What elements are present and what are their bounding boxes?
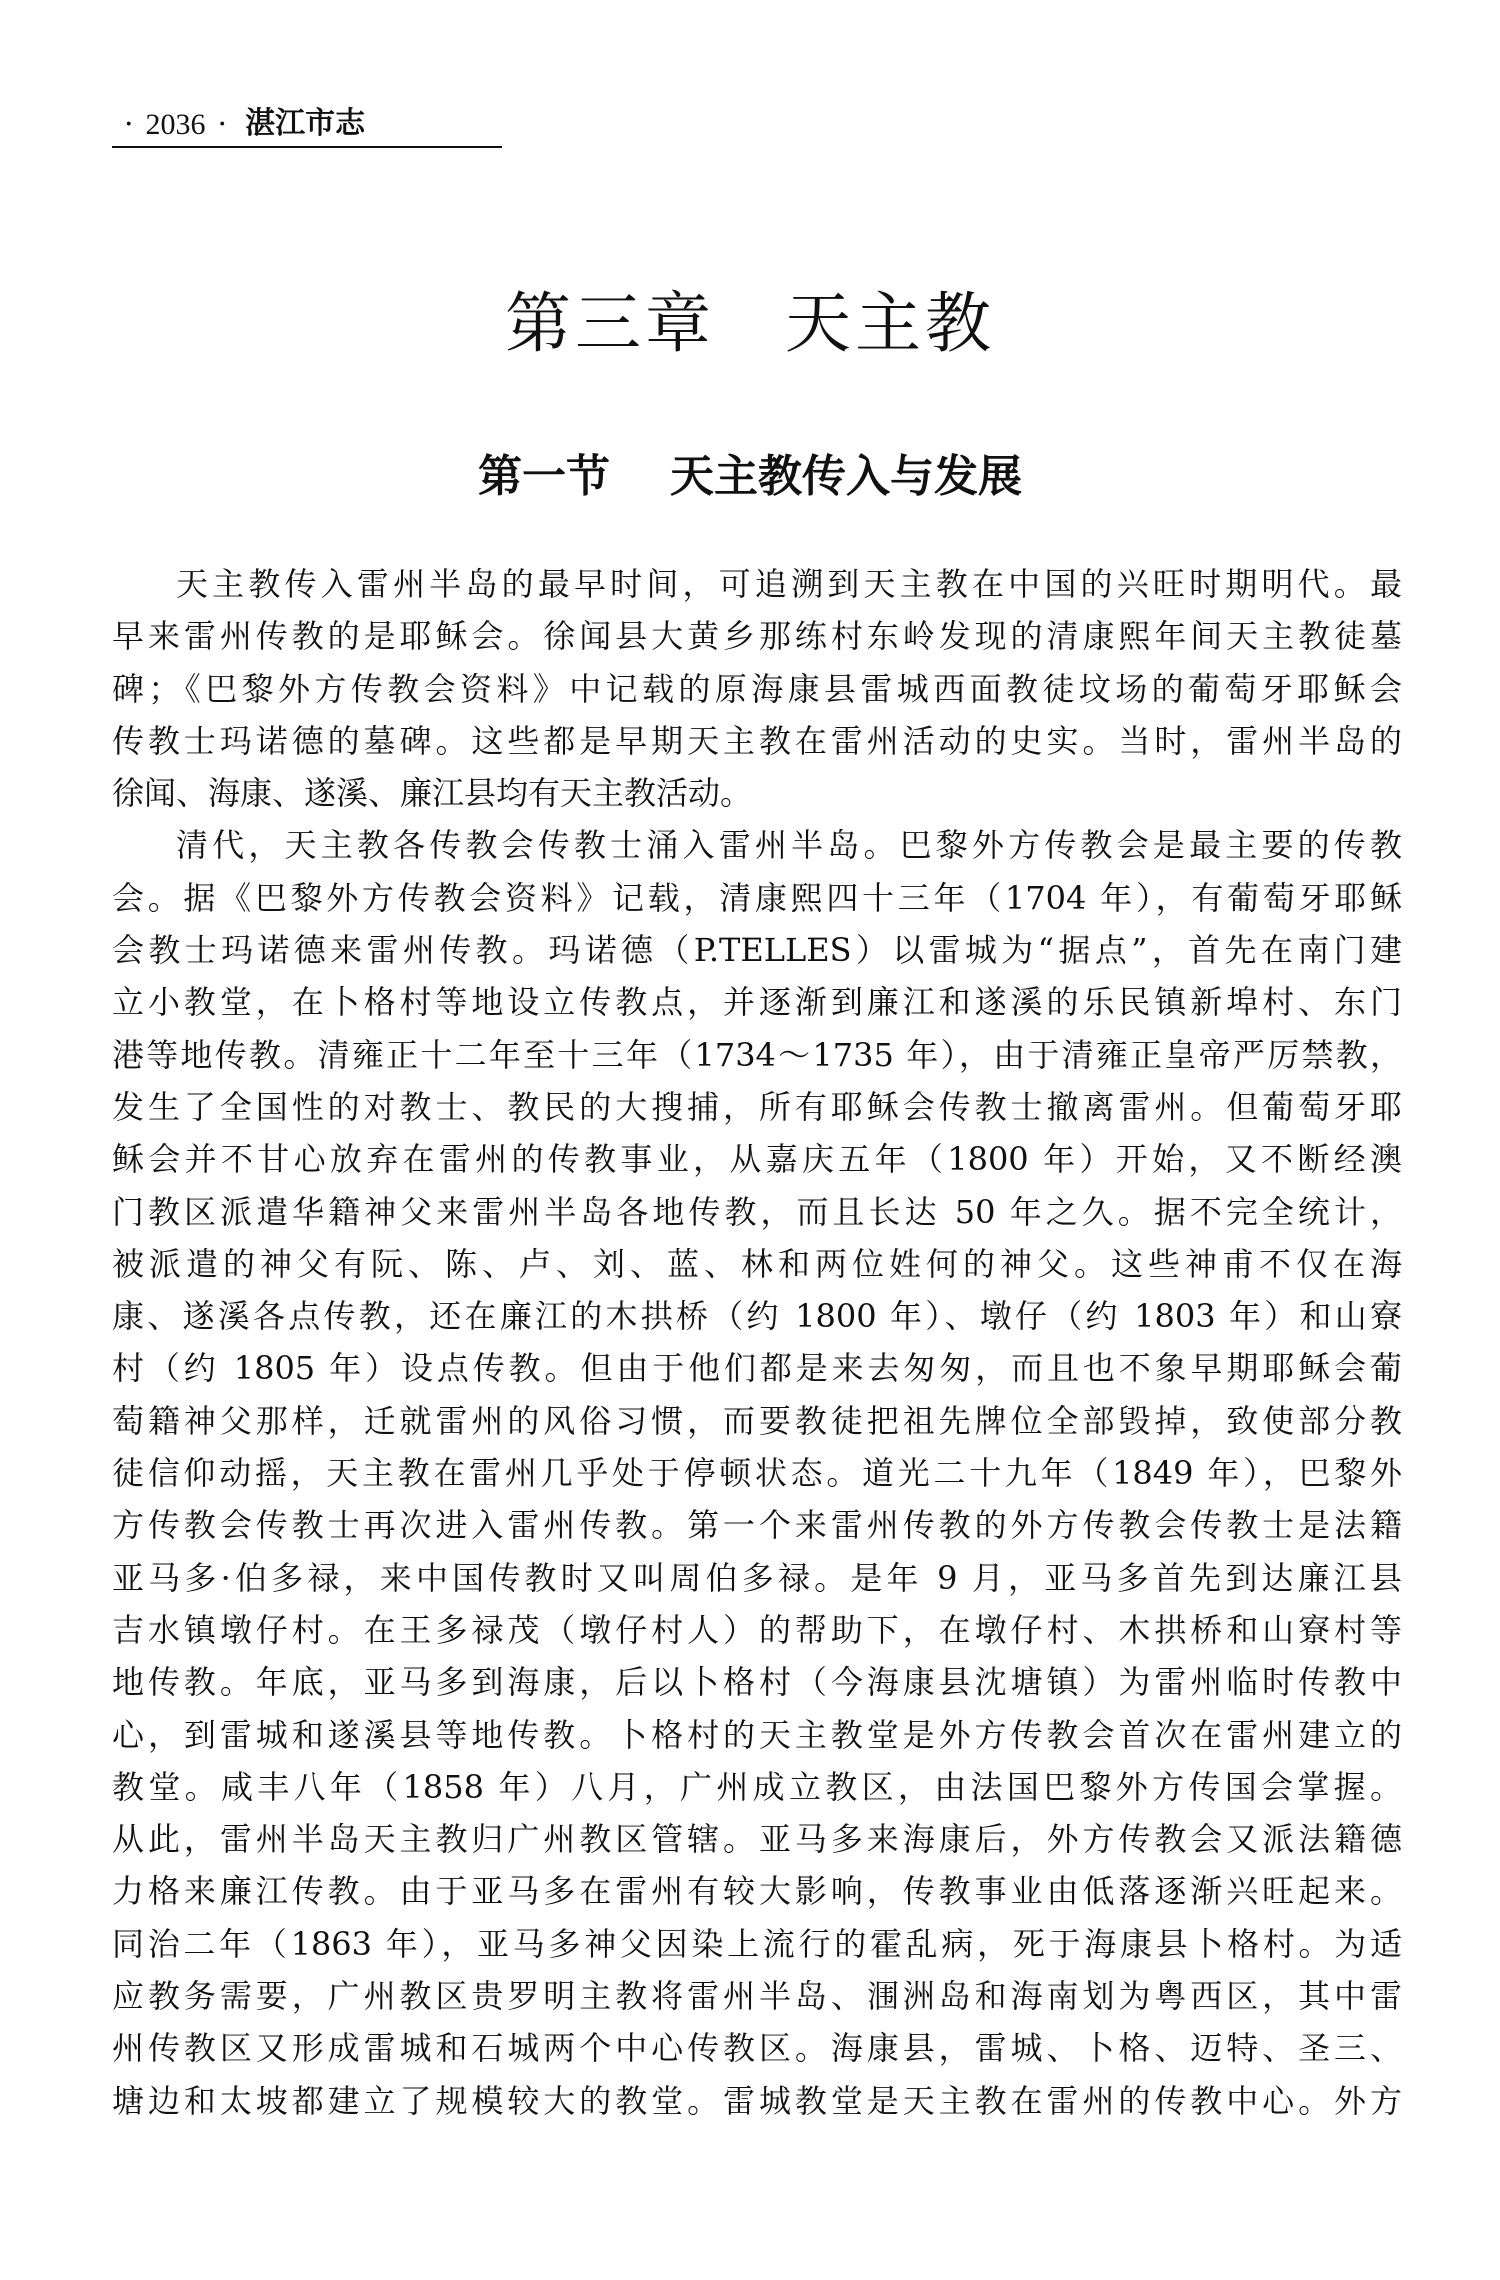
text-line: 康、遂溪各点传教，还在廉江的木拱桥（约 1800 年）、墩仔（约 1803 年）和山寮	[112, 1297, 1402, 1336]
text-line: 清代，天主教各传教会传教士涌入雷州半岛。巴黎外方传教会是最主要的传教	[176, 826, 1402, 865]
section-title	[0, 440, 1500, 504]
text-line: 天主教传入雷州半岛的最早时间，可追溯到天主教在中国的兴旺时期明代。最	[176, 565, 1402, 603]
text-line: 早来雷州传教的是耶稣会。徐闻县大黄乡那练村东岭发现的清康熙年间天主教徒墓	[112, 617, 1402, 656]
text-line: 会教士玛诺德来雷州传教。玛诺德（P.TELLES）以雷城为“据点”，首先在南门建	[112, 931, 1402, 970]
running-header	[112, 98, 502, 148]
text-line: 教堂。咸丰八年（1858 年）八月，广州成立教区，由法国巴黎外方传国会掌握。	[112, 1767, 1402, 1806]
text-line: 传教士玛诺德的墓碑。这些都是早期天主教在雷州活动的史实。当时，雷州半岛的	[112, 721, 1402, 760]
text-line: 萄籍神父那样，迁就雷州的风俗习惯，而要教徒把祖先牌位全部毁掉，致使部分教	[112, 1401, 1402, 1440]
text-line: 亚马多·伯多禄，来中国传教时又叫周伯多禄。是年 9 月，亚马多首先到达廉江县	[112, 1558, 1402, 1597]
header-dot-right: ·	[217, 107, 228, 142]
text-line: 同治二年（1863 年），亚马多神父因染上流行的霍乱病，死于海康县卜格村。为适	[112, 1924, 1402, 1963]
text-line: 吉水镇墩仔村。在王多禄茂（墩仔村人）的帮助下，在墩仔村、木拱桥和山寮村等	[112, 1610, 1402, 1649]
text-line: 稣会并不甘心放弃在雷州的传教事业，从嘉庆五年（1800 年）开始，又不断经澳	[112, 1140, 1402, 1179]
text-line: 州传教区又形成雷城和石城两个中心传教区。海康县，雷城、卜格、迈特、圣三、	[112, 2029, 1402, 2068]
section-name: 天主教传入与发展	[670, 451, 1022, 502]
text-line: 应教务需要，广州教区贵罗明主教将雷州半岛、涠洲岛和海南划为粤西区，其中雷	[112, 1977, 1402, 2016]
text-line: 从此，雷州半岛天主教归广州教区管辖。亚马多来海康后，外方传教会又派法籍德	[112, 1820, 1402, 1859]
text-line: 力格来廉江传教。由于亚马多在雷州有较大影响，传教事业由低落逐渐兴旺起来。	[112, 1872, 1402, 1911]
header-dot-left: ·	[124, 107, 134, 142]
text-line: 徐闻、海康、遂溪、廉江县均有天主教活动。	[112, 774, 753, 813]
text-line: 塘边和太坡都建立了规模较大的教堂。雷城教堂是天主教在雷州的传教中心。外方	[112, 2081, 1402, 2120]
page-number: 2036	[145, 108, 206, 141]
text-line: 碑；《巴黎外方传教会资料》中记载的原海康县雷城西面教徒坟场的葡萄牙耶稣会	[112, 669, 1402, 708]
text-line: 村（约 1805 年）设点传教。但由于他们都是来去匆匆，而且也不象早期耶稣会葡	[112, 1349, 1402, 1388]
text-line: 发生了全国性的对教士、教民的大搜捕，所有耶稣会传教士撤离雷州。但葡萄牙耶	[112, 1087, 1402, 1126]
text-line: 方传教会传教士再次进入雷州传教。第一个来雷州传教的外方传教会传教士是法籍	[112, 1506, 1402, 1545]
text-line: 心，到雷城和遂溪县等地传教。卜格村的天主教堂是外方传教会首次在雷州建立的	[112, 1715, 1402, 1754]
chapter-number: 第三章	[505, 285, 715, 362]
chapter-name: 天主教	[785, 285, 995, 362]
chapter-title	[0, 270, 1500, 365]
text-line: 地传教。年底，亚马多到海康，后以卜格村（今海康县沈塘镇）为雷州临时传教中	[112, 1663, 1402, 1702]
text-line: 徒信仰动摇，天主教在雷州几乎处于停顿状态。道光二十九年（1849 年），巴黎外	[112, 1454, 1402, 1493]
body-text	[112, 558, 1402, 2127]
section-number: 第一节	[478, 451, 610, 502]
text-line: 门教区派遣华籍神父来雷州半岛各地传教，而且长达 50 年之久。据不完全统计，	[112, 1192, 1402, 1231]
text-line: 立小教堂，在卜格村等地设立传教点，并逐渐到廉江和遂溪的乐民镇新埠村、东门	[112, 983, 1402, 1022]
text-line: 港等地传教。清雍正十二年至十三年（1734～1735 年），由于清雍正皇帝严厉禁教，	[112, 1035, 1402, 1074]
text-line: 被派遣的神父有阮、陈、卢、刘、蓝、林和两位姓何的神父。这些神甫不仅在海	[112, 1244, 1402, 1283]
book-title: 湛江市志	[245, 106, 366, 141]
text-line: 会。据《巴黎外方传教会资料》记载，清康熙四十三年（1704 年），有葡萄牙耶稣	[112, 878, 1402, 917]
